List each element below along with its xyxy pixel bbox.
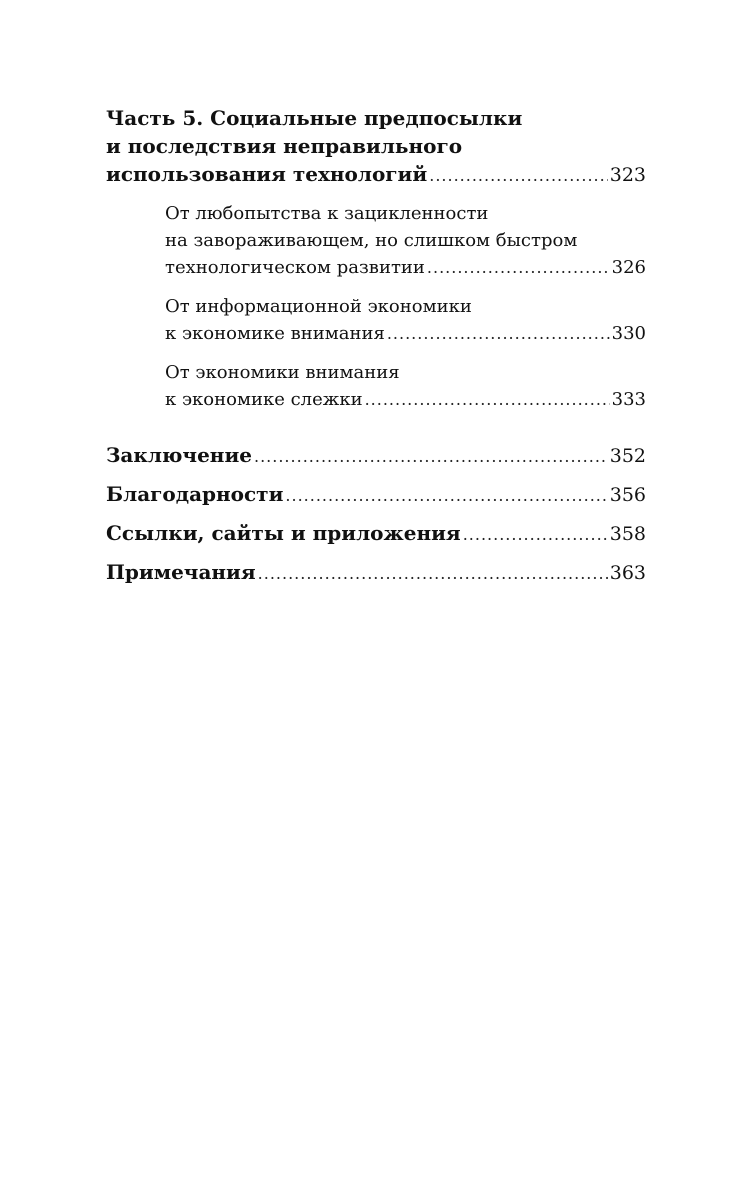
toc-entry-part-5[interactable] (106, 104, 646, 190)
toc-page-number: 326 (611, 257, 646, 278)
toc-entry-title: Примечания (106, 560, 256, 584)
toc-entry-title: Заключение (106, 443, 252, 467)
dot-leader (429, 162, 608, 190)
toc-entry-title-line: Часть 5. Социальные предпосылки (106, 106, 523, 130)
toc-page-number: 358 (609, 523, 646, 545)
toc-entry-title-line: технологическом развитии (165, 257, 425, 278)
toc-entry-links[interactable] (106, 520, 646, 548)
toc-entry-acknowledgements[interactable] (106, 481, 646, 509)
toc-entry-conclusion[interactable] (106, 442, 646, 470)
toc-entry-title: Ссылки, сайты и приложения (106, 521, 461, 545)
toc-entry-title-line: От экономики внимания (165, 362, 400, 383)
toc-page-number: 356 (609, 484, 646, 506)
toc-entry-notes[interactable] (106, 559, 646, 587)
dot-leader (427, 254, 610, 281)
toc-entry-title: Благодарности (106, 482, 284, 506)
dot-leader (463, 521, 608, 548)
toc-entry-title-line: От информационной экономики (165, 296, 472, 317)
toc-entry-title-line: к экономике слежки (165, 389, 363, 410)
dot-leader (387, 320, 610, 347)
toc-entry-information-economy[interactable] (165, 293, 646, 347)
toc-entry-title-line: к экономике внимания (165, 323, 385, 344)
dot-leader (258, 560, 608, 587)
table-of-contents (106, 104, 646, 587)
toc-page-number: 352 (609, 445, 646, 467)
toc-entry-title-line: и последствия неправильного (106, 134, 463, 158)
toc-page-number: 363 (609, 562, 646, 584)
toc-entry-title-line: использования технологий (106, 162, 428, 186)
toc-page-number: 333 (611, 389, 646, 410)
dot-leader (365, 386, 610, 413)
dot-leader (285, 482, 607, 509)
dot-leader (254, 443, 608, 470)
toc-entry-title-line: От любопытства к зацикленности (165, 203, 489, 224)
toc-page-number: 323 (609, 164, 646, 186)
toc-entry-curiosity[interactable] (165, 200, 646, 281)
toc-page-number: 330 (611, 323, 646, 344)
toc-entry-title-line: на завораживающем, но слишком быстром (165, 230, 578, 251)
toc-entry-attention-economy[interactable] (165, 359, 646, 413)
